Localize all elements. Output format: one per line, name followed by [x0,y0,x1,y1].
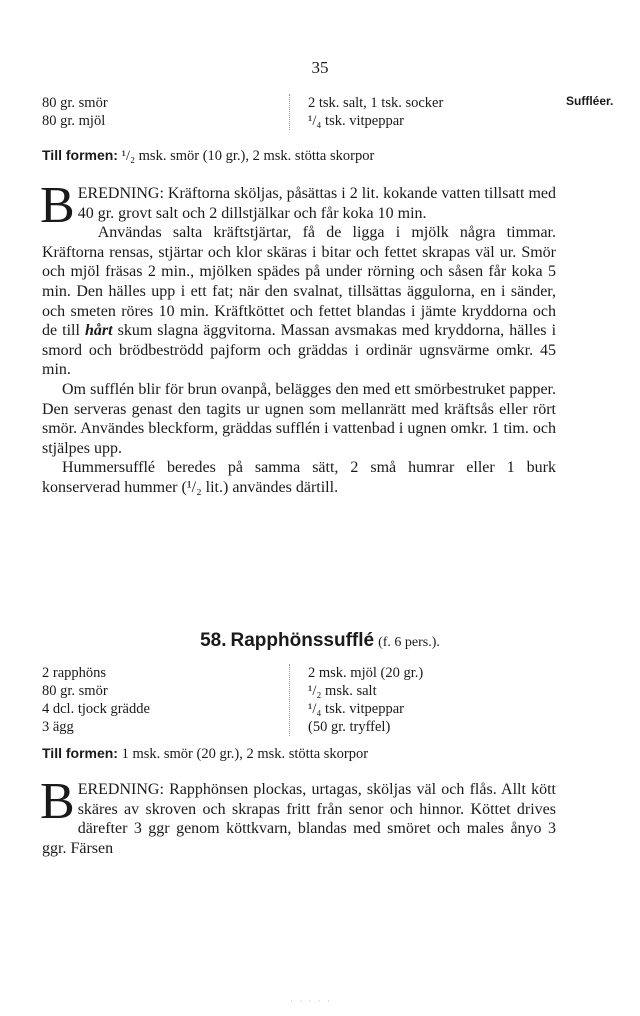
bottom-scan-marks: · · · · · [290,996,332,1006]
drop-cap: B [40,177,75,234]
till-formen-label: Till formen: [42,147,118,163]
page-number: 35 [311,58,329,77]
till-formen-text: ¹/₂ msk. smör (10 gr.), 2 msk. stötta skorpor [121,148,375,164]
ingredient-line: ¹/₂ msk. salt [308,683,377,699]
emphasis-text: hårt [84,322,113,340]
recipe2-title [0,630,640,652]
recipe-number: 58. [200,630,227,651]
recipe2-ingredients-left [42,664,292,736]
recipe2-ingredients [42,664,562,738]
ingredient-line: (50 gr. tryffel) [308,719,391,735]
recipe1-ingredients-right [289,94,568,130]
recipe2-paragraph-1: BEREDNING: Rapphönsen plockas, urtagas, sköljas väl och flås. Allt kött skäres av skroven och skrapas fritt från senor och hinnor. Köttet drives därefter 3 ggr genom köttkvarn, blandas med smöret och males ånyo 3 ggr. Färsen [40,773,556,857]
recipe2-till-formen [42,744,562,763]
ingredient-line: 80 gr. mjöl [42,113,106,129]
ingredient-line: ¹/₄ tsk. vitpeppar [308,701,404,717]
till-formen-text: 1 msk. smör (20 gr.), 2 msk. stötta skorpor [121,746,369,762]
ingredient-line: 3 ägg [42,719,74,735]
recipe1-body [40,177,557,498]
till-formen-label: Till formen: [42,745,118,761]
recipe1-paragraph-4: Hummersufflé beredes på samma sätt, 2 små humrar eller 1 burk konserverad hummer (¹/₂ lit.) användes därtill. [42,459,556,496]
section-side-label: Suffléer. [566,94,614,108]
recipe2-ingredients-right [289,664,568,736]
recipe-name: Rapphönssufflé [230,630,375,651]
ingredient-line: 80 gr. smör [42,683,108,699]
ingredient-line: ¹/₄ tsk. vitpeppar [308,113,404,129]
recipe1-ingredients [42,94,562,134]
recipe1-paragraph-1: BEREDNING: Kräftorna sköljas, påsättas i 2 lit. kokande vatten tillsatt med 40 gr. grovt salt och 2 dillstjälkar och får koka 10 min. [40,177,556,234]
ingredient-line: 2 tsk. salt, 1 tsk. socker [308,95,444,111]
ingredient-line: 4 dcl. tjock grädde [42,701,150,717]
recipe1-paragraph-2: Användas salta kräftstjärtar, få de ligga i mjölk några timmar. Kräftorna rensas, stjärtar och klor skäras i bitar och fettet skrapas väl ur. Smör och mjöl fräsas 2 min., mjölken spädes på under rörning och såsen får koka 5 min. Den hälles upp i ett fat; när den svalnat, tillsättas äggulorna, en i sänder, och smeten röres 10 min. Kräftköttet och fettet blandas i jämte kryddorna och de till hårt skum slagna äggvitorna. Massan avsmakas med kryddorna, hälles i smord och brödbeströdd pajform och gräddas i ordinär ugnsvärme omkr. 45 min. [42,224,557,379]
recipe2-body [40,773,556,858]
ingredient-line: 2 msk. mjöl (20 gr.) [308,665,424,681]
recipe-servings: (f. 6 pers.). [378,635,440,650]
recipe1-ingredients-left [42,94,292,130]
ingredient-line: 80 gr. smör [42,95,108,111]
recipe1-till-formen [42,146,562,165]
recipe1-paragraph-3: Om sufflén blir för brun ovanpå, belägges den med ett smörbestruket papper. Den serveras genast den tagits ur ugnen som mellanrätt med kräftsås eller rört smör. Användes bleckform, gräddas sufflén i vattenbad i ugnen omkr. 1 tim. och stjälpes upp. [42,380,556,457]
ingredient-line: 2 rapphöns [42,665,107,681]
drop-cap: B [40,773,75,830]
